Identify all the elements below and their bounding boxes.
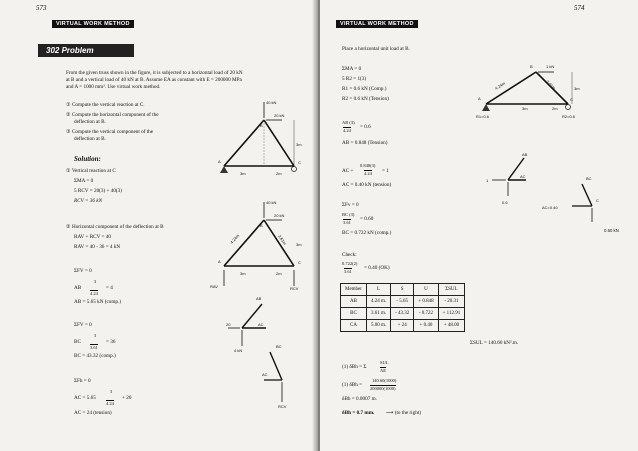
fig-label: BC: [276, 344, 282, 349]
truss-figure-2: [210, 198, 308, 291]
eq-line: δBh = 0.0007 m.: [342, 396, 377, 402]
fig-label: BC: [586, 176, 592, 181]
page-number: 573: [36, 4, 47, 12]
eq-line: = 0.40 (OK): [364, 265, 390, 271]
frac-den: 4.24: [106, 401, 114, 406]
header-tag: VIRTUAL WORK METHOD: [52, 20, 134, 28]
fig-label: C: [570, 97, 573, 102]
fig-label: A: [218, 259, 221, 264]
problem-label: 302 Problem: [38, 44, 134, 57]
fig-label: 3m: [522, 106, 528, 111]
table-cell: + 48.00: [438, 320, 465, 332]
frac-den: 200000(1000): [370, 386, 396, 391]
frac-num: 3: [94, 279, 97, 284]
frac-num: 3: [110, 389, 113, 394]
eq-line: ΣFh = 0: [74, 378, 91, 384]
table-header-row: [341, 284, 465, 296]
right-line: 5 R2 = 1(3): [342, 76, 367, 82]
table-cell: - 0.722: [414, 308, 438, 320]
frac-den: 3.61: [344, 269, 352, 274]
frac-num: 0.848(3): [360, 163, 376, 168]
member-table: [340, 283, 465, 332]
eq-line: BC = 0.722 kN (comp.): [342, 230, 392, 236]
fig-label: 1 kN: [546, 64, 555, 69]
table-row: [341, 296, 465, 308]
truss-figure-unit-load: [466, 60, 626, 118]
table-row: [341, 320, 465, 332]
eq-line: = 0.60: [360, 216, 374, 222]
eq-line: Check:: [342, 252, 357, 258]
sol-line: RCV = 36 kN: [74, 198, 103, 204]
frac-num: 0.722(2): [342, 261, 358, 266]
fig-label: 0.60 kN: [604, 228, 619, 233]
eq-line: BC: [74, 339, 81, 345]
table-cell: 5.00 m.: [366, 320, 390, 332]
fig-label: 0.6: [502, 200, 508, 205]
table-cell: + 0.848: [414, 296, 438, 308]
fbd-joint-a-unit: [482, 150, 542, 210]
eq-line: ΣFV = 0: [74, 268, 92, 274]
task-line: ③ Compute the vertical component of the: [66, 129, 154, 135]
fig-label: 3m: [574, 86, 580, 91]
frac-den: AE: [380, 368, 386, 373]
problem-line: From the given truss shown in the figure, it is subjected to a horizontal load of 20 kN: [66, 70, 243, 76]
right-line: Place a horizontal unit load at B.: [342, 46, 410, 52]
frac-num: 140.60(1000): [372, 378, 397, 383]
task-line: deflection at B.: [74, 136, 106, 142]
table-total: ΣSUL = 140.60 kN².m.: [470, 340, 519, 346]
fig-label: 20 kN: [274, 213, 285, 218]
eq-line: AC = 0.40 kN (tension): [342, 182, 392, 188]
fig-label: 3m: [240, 271, 246, 276]
right-line: R2 = 0.6 kN (Tension): [342, 96, 389, 102]
task-line: deflection at B.: [74, 119, 106, 125]
sol-line: ② Horizontal component of the deflection at B: [66, 224, 164, 230]
fig-label: 40 kN: [266, 100, 277, 105]
table-cell: CA: [341, 320, 367, 332]
fig-label: AC=0.40: [542, 205, 558, 210]
fig-label: RAV: [210, 284, 218, 289]
sol-line: RAV + RCV = 40: [74, 234, 111, 240]
frac-den: 4.24: [343, 128, 351, 133]
fig-label: 3.61m: [545, 79, 557, 91]
sol-line: ① Vertical reaction at C: [66, 168, 116, 174]
eq-line: (1) δBh =: [342, 382, 363, 388]
table-header: Member: [341, 284, 367, 296]
sol-line: RAV = 40 - 36 = 4 kN: [74, 244, 121, 250]
fig-label: B: [530, 64, 533, 69]
frac-den: 4.24: [90, 291, 98, 296]
eq-line: AB: [74, 285, 82, 291]
fig-label: 2m: [276, 271, 282, 276]
page-number: 574: [574, 4, 585, 12]
fig-label: B: [260, 223, 263, 228]
frac-num: 3: [94, 333, 97, 338]
table-header: U: [414, 284, 438, 296]
table-cell: AB: [341, 296, 367, 308]
frac-den: 3.61: [90, 345, 98, 350]
task-line: ① Compute the vertical reaction at C.: [66, 102, 145, 108]
table-row: [341, 308, 465, 320]
table-cell: 4.24 m.: [366, 296, 390, 308]
fig-label: 20 kN: [274, 113, 285, 118]
fig-label: RCV: [278, 404, 287, 409]
table-header: L: [366, 284, 390, 296]
eq-line: = 36: [106, 339, 116, 345]
table-cell: + 112.91: [438, 308, 465, 320]
eq-line: + 20: [122, 395, 132, 401]
fig-label: RCV: [290, 286, 299, 291]
eq-line: AB = 0.848 (Tension): [342, 140, 388, 146]
fbd-joint-c: [262, 340, 310, 410]
table-cell: + 24: [391, 320, 414, 332]
fig-label: 1: [486, 178, 489, 183]
fig-label: A: [218, 159, 221, 164]
fig-label: C: [298, 160, 301, 165]
eq-line: = 0.6: [360, 124, 371, 130]
fig-label: AC: [520, 174, 526, 179]
fig-label: C: [298, 260, 301, 265]
problem-line: and A = 1000 mm². Use virtual work method.: [66, 84, 161, 90]
fig-label: 3.61m: [277, 233, 288, 246]
table-cell: - 20.31: [438, 296, 465, 308]
eq-line: BC = 43.32 (comp.): [74, 353, 116, 359]
truss-figure-1: [218, 98, 308, 178]
fig-label: 20: [226, 322, 231, 327]
problem-line: at B and a vertical load of 40 kN at B. Assume EA as constant with E = 200000 MPa: [66, 77, 242, 83]
left-page: [0, 0, 318, 451]
eq-line: AC = 5.65: [74, 395, 96, 401]
sol-line: 5 RCV = 20(3) + 40(3): [74, 188, 122, 194]
eq-line: AC = 24 (tension): [74, 410, 112, 416]
fig-label: 4.24m: [229, 233, 241, 245]
eq-line: AB = 5.65 kN (comp.): [74, 299, 122, 305]
eq-line: ΣFv = 0: [342, 202, 359, 208]
eq-line: AC +: [342, 168, 354, 174]
fig-label: 2m: [276, 171, 282, 176]
table-cell: 3.61 m.: [366, 308, 390, 320]
frac-num: SUL: [380, 360, 389, 365]
table-header: S: [391, 284, 414, 296]
eq-line: ΣFV = 0: [74, 322, 92, 328]
table-cell: - 43.32: [391, 308, 414, 320]
fig-label: R2=0.6: [562, 114, 576, 119]
frac-num: AB (3): [342, 120, 355, 125]
fbd-joint-c-unit: [542, 176, 622, 236]
task-line: ② Compute the horizontal component of the: [66, 112, 159, 118]
eq-line: δBh = 0.7 mm.: [342, 410, 375, 416]
fig-label: 3m: [240, 171, 246, 176]
fig-label: AC: [262, 372, 268, 377]
fig-label: 2m: [552, 106, 558, 111]
fig-label: AB: [256, 296, 262, 301]
table-header: ΣSUL: [438, 284, 465, 296]
right-page: [320, 0, 638, 451]
solution-title: Solution:: [74, 155, 101, 163]
right-line: ΣMA = 0: [342, 66, 362, 72]
eq-line: = 1: [382, 168, 389, 174]
right-line: R1 = 0.6 kN (Comp.): [342, 86, 387, 92]
table-cell: + 0.40: [414, 320, 438, 332]
fig-label: R1=0.6: [476, 114, 490, 119]
fig-label: AC: [258, 322, 264, 327]
fig-label: A: [478, 96, 481, 101]
fig-label: AB: [522, 152, 528, 157]
eq-line: ⟶ (to the right): [386, 410, 421, 416]
fig-label: B: [260, 123, 263, 128]
sol-line: ΣMA = 0: [74, 178, 94, 184]
fig-label: 3m: [296, 142, 302, 147]
table-cell: - 5.65: [391, 296, 414, 308]
fig-label: 3m: [296, 242, 302, 247]
frac-den: 4.24: [364, 171, 372, 176]
fig-label: 40 kN: [266, 200, 277, 205]
eq-line: (1) δBh = Σ: [342, 364, 367, 370]
header-tag: VIRTUAL WORK METHOD: [336, 20, 418, 28]
fig-label: 4.24m: [493, 80, 506, 91]
eq-line: = 4: [106, 285, 113, 291]
frac-num: BC (3): [342, 212, 355, 217]
fig-label: 4 kN: [234, 348, 243, 353]
table-cell: BC: [341, 308, 367, 320]
fig-label: C: [596, 198, 599, 203]
frac-den: 3.61: [343, 220, 351, 225]
